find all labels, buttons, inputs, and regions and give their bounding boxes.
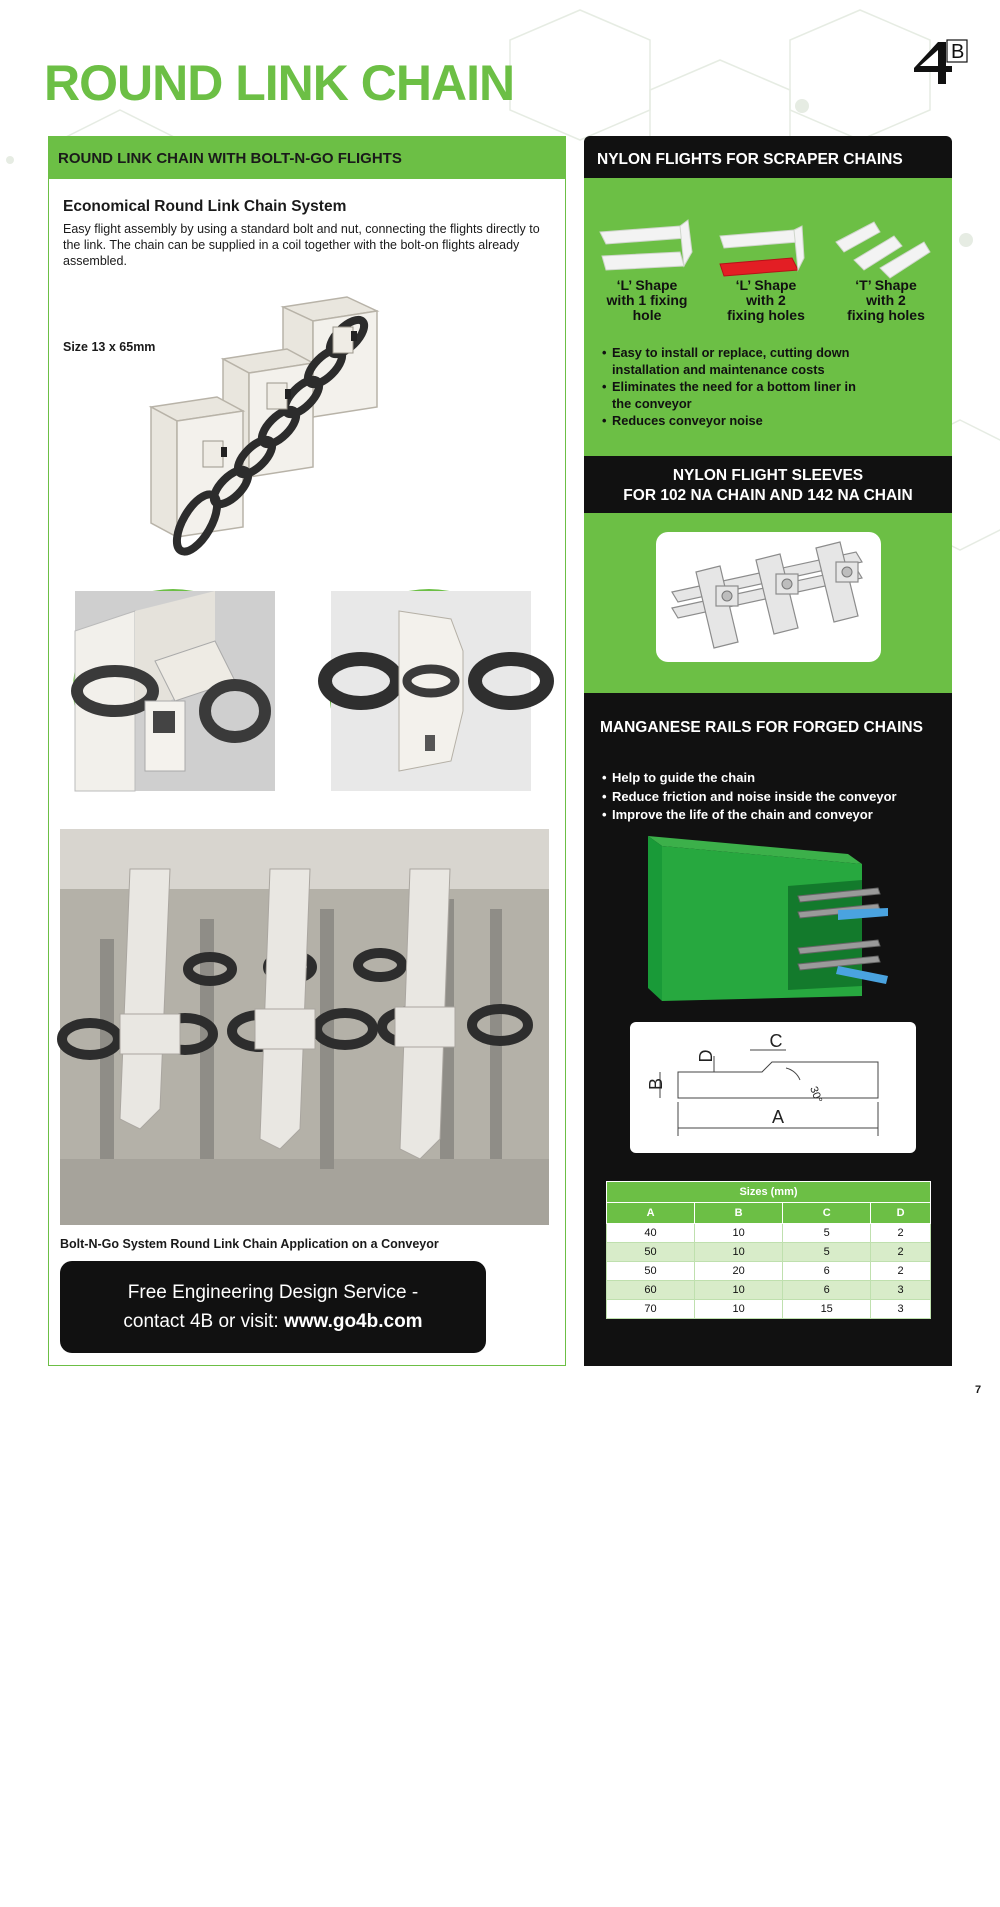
- manganese-bullets: [602, 769, 897, 825]
- size-label: Size 13 x 65mm: [63, 340, 156, 354]
- table-row: 40 10 5 2: [607, 1224, 931, 1243]
- bullet-item: • Reduce friction and noise inside the conveyor: [602, 788, 897, 807]
- dim-label-angle: 30°: [807, 1084, 825, 1105]
- table-row: 50 10 5 2: [607, 1243, 931, 1262]
- 4b-logo-icon: [912, 36, 970, 88]
- flight-l-shape-2-holes: ‘L’ Shape with 2 fixing holes: [727, 277, 805, 323]
- col-header-a: A: [607, 1203, 695, 1224]
- col-header-b: B: [695, 1203, 783, 1224]
- nylon-flights-bullets: [602, 344, 856, 429]
- flight-sleeves-image: [656, 532, 881, 662]
- page-title: ROUND LINK CHAIN: [44, 55, 515, 111]
- rail-sizes-table: [606, 1181, 931, 1319]
- bullet-item: • Reduces conveyor noise: [602, 412, 856, 429]
- cta-line-2: [60, 1307, 486, 1336]
- left-section-header: [49, 137, 565, 179]
- conveyor-application-photo: [60, 829, 549, 1225]
- col-header-d: D: [871, 1203, 931, 1224]
- engineering-service-banner: [60, 1261, 486, 1353]
- table-row: 60 10 6 3: [607, 1281, 931, 1300]
- dim-label-d: D: [696, 1049, 716, 1063]
- svg-text:B: B: [951, 41, 965, 63]
- bolt-detail-circle-image: [73, 589, 273, 789]
- table-row: 50 20 6 2: [607, 1262, 931, 1281]
- col-header-c: C: [783, 1203, 871, 1224]
- sleeves-title: NYLON FLIGHT SLEEVES FOR 102 NA CHAIN AND 142 NA CHAIN: [623, 467, 913, 504]
- cta-line-2-prefix: contact 4B or visit:: [123, 1311, 284, 1332]
- website-link[interactable]: www.go4b.com: [283, 1311, 423, 1332]
- bullet-item: • Improve the life of the chain and conveyor: [602, 806, 897, 825]
- link-detail-circle-image: [329, 589, 529, 789]
- left-section-title: ROUND LINK CHAIN WITH BOLT-N-GO FLIGHTS: [58, 150, 402, 167]
- flight-t-shape-2-holes: ‘T’ Shape with 2 fixing holes: [847, 277, 925, 323]
- photo-caption: Bolt-N-Go System Round Link Chain Application on a Conveyor: [60, 1237, 439, 1251]
- bolt-n-go-section: [48, 136, 566, 1366]
- sizes-table-title: Sizes (mm): [607, 1182, 931, 1203]
- right-column: [584, 136, 952, 1907]
- dim-label-b: B: [646, 1077, 666, 1091]
- manganese-rail-conveyor-image: [648, 836, 888, 1001]
- intro-paragraph: Easy flight assembly by using a standard bolt and nut, connecting the flights directly to the link. The chain can be supplied in a coil together with the bolt-on flights already assembled.: [63, 222, 540, 268]
- manganese-rails-title: MANGANESE RAILS FOR FORGED CHAINS: [600, 719, 923, 736]
- nylon-flights-panel: [584, 178, 952, 456]
- nylon-flights-title: NYLON FLIGHTS FOR SCRAPER CHAINS: [597, 151, 903, 168]
- dim-label-a: A: [771, 1107, 785, 1127]
- bullet-item: • Easy to install or replace, cutting down installation and maintenance costs: [602, 344, 856, 378]
- more-sizes-note: More sizes available on demand: [605, 1893, 788, 1907]
- sleeves-header-bar: [584, 456, 952, 513]
- economical-system-title: Economical Round Link Chain System: [63, 198, 347, 215]
- bullet-item: • Eliminates the need for a bottom liner in the conveyor: [602, 378, 856, 412]
- round-link-chain-with-flights-image: [137, 297, 477, 587]
- dim-label-c: C: [769, 1031, 783, 1051]
- bullet-item: • Help to guide the chain: [602, 769, 897, 788]
- rail-dimensions-diagram: [630, 1022, 916, 1153]
- nylon-flights-header-bar: [584, 136, 952, 178]
- page-number: 7: [975, 1384, 982, 1396]
- cta-line-1: Free Engineering Design Service -: [127, 1282, 419, 1303]
- table-row: 70 10 15 3: [607, 1300, 931, 1319]
- flight-l-shape-1-hole: ‘L’ Shape with 1 fixing hole: [606, 277, 688, 323]
